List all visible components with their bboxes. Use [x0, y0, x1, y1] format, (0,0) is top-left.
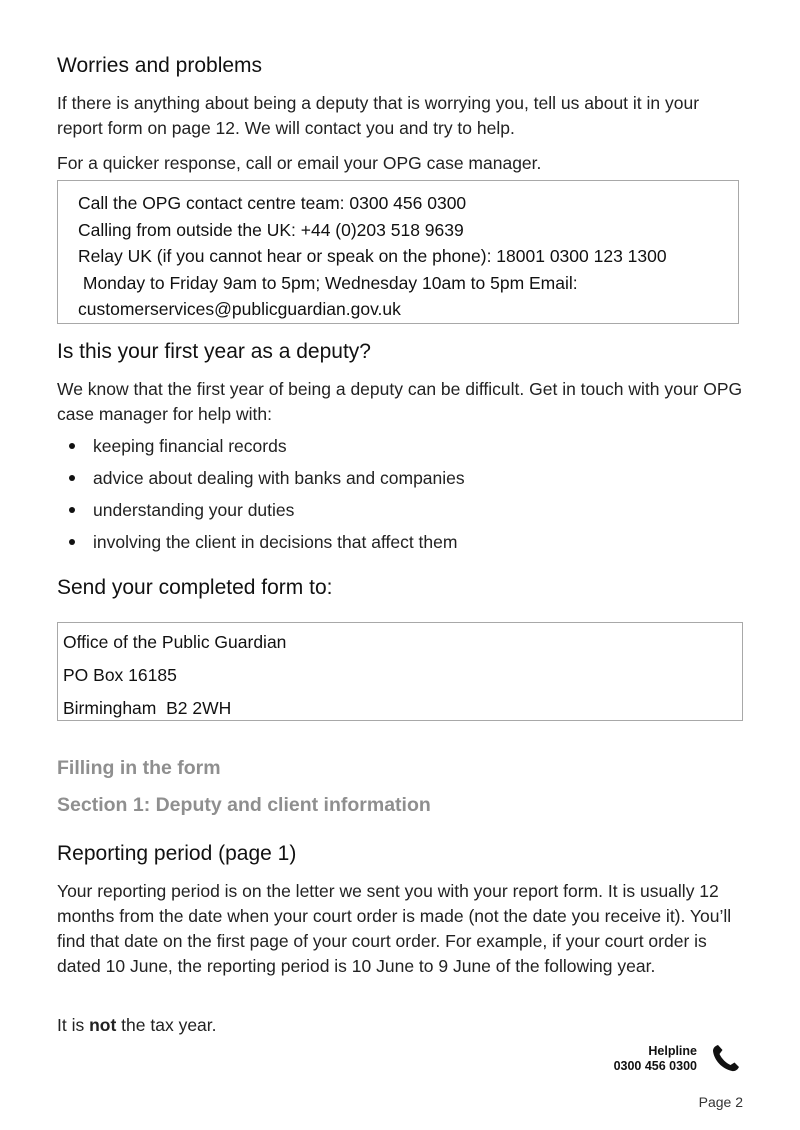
send-heading: Send your completed form to:	[57, 576, 333, 599]
reporting-heading: Reporting period (page 1)	[57, 842, 297, 865]
filling-heading: Filling in the form	[57, 757, 221, 779]
reporting-paragraph: Your reporting period is on the letter we sent you with your report form. It is usually 12 months from the date when your court order is made (not the date you receive it). You’ll find that date on the first page of your court order. For example, if your court order is dated 10 June, the reporting period is 10 June to 9 June of the following year.	[57, 881, 732, 976]
quicker-response-paragraph: For a quicker response, call or email your OPG case manager.	[57, 153, 542, 173]
note-prefix: It is	[57, 1015, 90, 1035]
contact-line-outside-uk: Calling from outside the UK: +44 (0)203 518 9639	[78, 219, 464, 240]
contact-line-centre: Call the OPG contact centre team: 0300 456 0300	[78, 193, 467, 213]
address-line: Birmingham B2 2WH	[63, 698, 232, 718]
note-bold: not	[89, 1015, 117, 1035]
list-item: advice about dealing with banks and companies	[57, 466, 465, 498]
helpline-label: Helpline	[648, 1044, 697, 1058]
first-year-paragraph: We know that the first year of being a deputy can be difficult. Get in touch with your OPG case manager for help with:	[57, 379, 743, 424]
help-list	[57, 434, 465, 562]
contact-line-hours: Monday to Friday 9am to 5pm; Wednesday 10am to 5pm Email:	[78, 272, 578, 293]
address-box	[57, 622, 743, 721]
first-year-heading: Is this your first year as a deputy?	[57, 340, 371, 363]
worries-paragraph: If there is anything about being a deputy that is worrying you, tell us about it in your report form on page 12. We will contact you and try to help.	[57, 93, 700, 138]
contact-box	[57, 180, 739, 324]
section-heading: Section 1: Deputy and client information	[57, 794, 431, 816]
address-line: Office of the Public Guardian	[63, 632, 287, 652]
note-suffix: the tax year.	[116, 1015, 217, 1035]
helpline-number: 0300 456 0300	[613, 1059, 697, 1073]
list-item: involving the client in decisions that affect them	[57, 530, 465, 562]
helpline-text	[614, 1044, 697, 1074]
list-item: keeping financial records	[57, 434, 465, 466]
worries-heading: Worries and problems	[57, 54, 263, 77]
page-number: Page 2	[698, 1094, 743, 1110]
list-item: understanding your duties	[57, 498, 465, 530]
contact-line-relay: Relay UK (if you cannot hear or speak on the phone): 18001 0300 123 1300	[78, 246, 667, 266]
helpline	[593, 1042, 743, 1076]
contact-email: customerservices@publicguardian.gov.uk	[78, 299, 401, 319]
address-line: PO Box 16185	[63, 665, 177, 685]
phone-icon	[709, 1042, 743, 1074]
tax-year-note	[57, 1013, 217, 1038]
